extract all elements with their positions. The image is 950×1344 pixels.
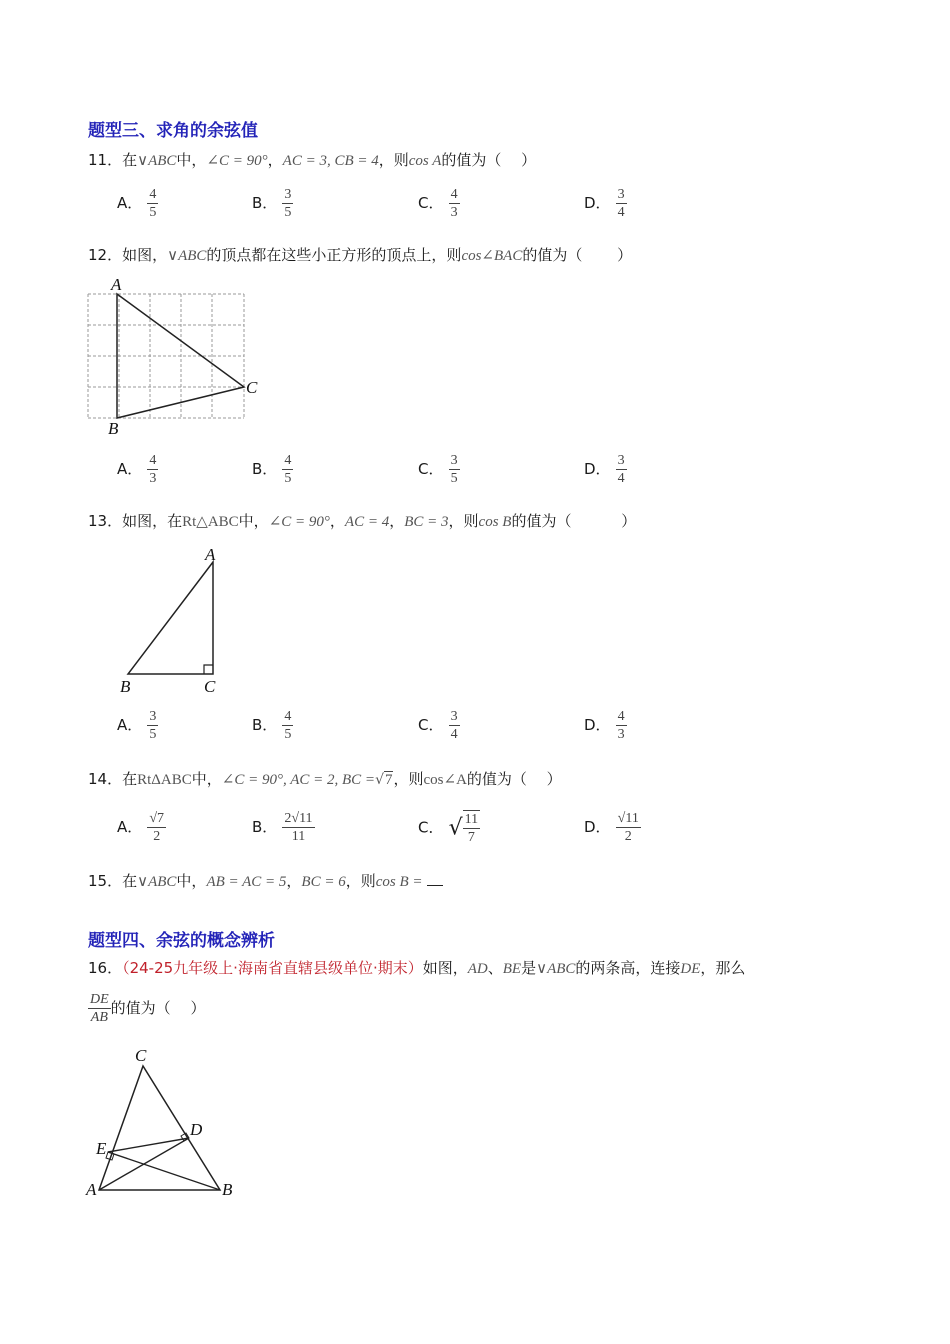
fraction: $\frac{3}{5}$ [450,453,458,486]
question-number: 11． [88,151,123,169]
vertex-label-c: C [246,378,258,397]
option-label: B． [252,194,278,212]
option-c[interactable] [418,186,460,221]
text: ，则 [345,872,376,890]
option-label: A． [117,818,143,836]
text: 的顶点都在这些小正方形的顶点上，则 [206,246,462,264]
grid-lines [88,294,244,418]
expression: cos B [478,514,512,530]
fraction-de-ab: $\frac{DE}{AB}$ [90,992,109,1025]
text: 如图， [122,246,168,264]
text: 、 [487,959,503,977]
option-b[interactable] [252,452,293,487]
section-title-3: 题型三、求角的余弦值 [88,121,258,141]
text: 的值为（ ） [511,512,637,530]
option-label: A． [117,194,143,212]
vertex-label-e: E [96,1139,107,1158]
option-label: C． [418,818,444,837]
option-label: D． [584,716,611,734]
fraction: $\frac{√7}{2}$ [149,811,165,844]
right-angle-mark [204,665,213,674]
option-c[interactable] [418,452,460,487]
option-label: A． [117,716,143,734]
vertex-label-a: A [205,545,216,564]
condition: ∠C = 90° [206,153,268,169]
option-label: D． [584,460,611,478]
condition: BC = 3 [404,514,449,530]
text: 的值为（ ） [522,246,633,264]
text: 的值为（ ） [110,999,206,1017]
condition: ∠C = 90° [268,514,330,530]
text: 的两条高，连接 [575,959,681,977]
question-13 [88,510,636,533]
triangle-symbol: ∨ABC [536,961,576,977]
option-a[interactable] [117,186,158,221]
vertex-label-c: C [204,677,216,696]
text: ， [389,512,405,530]
fraction: $\frac{3}{4}$ [450,709,458,742]
option-label: D． [584,818,611,836]
option-label: D． [584,194,611,212]
height-be [108,1152,220,1190]
option-label: C． [418,194,444,212]
option-b[interactable] [252,810,315,845]
figure-right-triangle [110,540,240,700]
segment-ad: AD [467,961,488,977]
option-label: B． [252,818,278,836]
question-16 [88,957,745,980]
option-a[interactable] [117,708,158,743]
fraction: $\frac{3}{5}$ [149,709,157,742]
option-label: B． [252,460,278,478]
text: 如图，在 [122,512,183,530]
fraction: $\frac{4}{5}$ [284,709,292,742]
section-title-4: 题型四、余弦的概念辨析 [88,931,275,951]
option-label: B． [252,716,278,734]
text: ， [267,151,283,169]
condition: AC = 3, CB = 4 [282,153,379,169]
condition: AB = AC = 5 [206,874,287,890]
vertex-label-d: D [190,1120,203,1139]
text: 中， [176,151,207,169]
text: 的值为（ ） [466,770,562,788]
fraction: $\frac{√11}{2}$ [617,811,639,844]
segment-de: DE [680,961,701,977]
triangle-symbol: ∨ABC [137,874,177,890]
question-number: 15． [88,872,123,890]
question-15 [88,870,443,893]
expression: cos∠A [423,772,467,788]
source-tag: （24-25九年级上·海南省直辖县级单位·期末） [122,959,423,977]
option-d[interactable] [584,708,627,743]
option-a[interactable] [117,810,166,845]
text: 是 [521,959,537,977]
vertex-label-a: A [111,275,122,294]
vertex-label-b: B [120,677,131,696]
text: 在 [122,872,138,890]
fraction: $\frac{4}{3}$ [617,709,625,742]
text: 的值为（ ） [441,151,537,169]
vertex-label-a: A [86,1180,97,1199]
option-b[interactable] [252,708,293,743]
fraction: $\frac{4}{5}$ [284,453,292,486]
option-label: A． [117,460,143,478]
question-number: 13． [88,512,123,530]
option-b[interactable] [252,186,293,221]
option-label: C． [418,716,444,734]
text: ， [286,872,302,890]
question-16-line2 [88,991,205,1026]
triangle-symbol: RtΔABC [137,772,192,788]
text: ， [329,512,345,530]
option-d[interactable] [584,810,641,845]
text: 如图， [422,959,468,977]
condition: ∠C = 90°, AC = 2, BC = [221,772,376,788]
text: 中， [238,512,269,530]
question-11 [88,149,536,172]
fraction: $\frac{4}{5}$ [149,187,157,220]
question-number: 16． [88,959,123,977]
fraction: $\frac{3}{4}$ [617,453,625,486]
sqrt-seven: √7 [375,772,393,788]
vertex-label-b: B [222,1180,233,1199]
fraction: $\frac{2√11}{11}$ [284,811,313,844]
triangle-symbol: ∨ABC [167,248,207,264]
text: 在 [122,151,138,169]
triangle-abc [128,562,213,674]
question-number: 14． [88,770,123,788]
text: 中， [176,872,207,890]
vertex-label-c: C [135,1046,147,1065]
triangle-symbol: ∨ABC [137,153,177,169]
option-c[interactable] [418,708,460,743]
text: 中， [191,770,222,788]
condition: BC = 6 [301,874,346,890]
expression: cos B = [375,874,423,890]
text: ，那么 [700,959,746,977]
text: ，则 [448,512,479,530]
option-a[interactable] [117,452,158,487]
question-number: 12． [88,246,123,264]
question-12 [88,244,632,267]
fraction: $\frac{4}{3}$ [149,453,157,486]
option-c[interactable]: C． √ $\frac{11}{7}$ [418,812,479,845]
figure-grid-triangle [80,272,280,442]
expression: cos A [408,153,442,169]
figure-triangle-heights [80,1040,250,1205]
fraction: $\frac{11}{7}$ [464,812,479,845]
segment-be: BE [502,961,522,977]
text: 在 [122,770,138,788]
fraction: $\frac{3}{5}$ [284,187,292,220]
text: ，则 [393,770,424,788]
triangle-symbol: Rt△ABC [182,514,239,530]
answer-blank[interactable] [427,871,443,886]
condition: AC = 4 [344,514,390,530]
expression: cos∠BAC [461,248,523,264]
text: ，则 [378,151,409,169]
fraction: $\frac{3}{4}$ [617,187,625,220]
option-label: C． [418,460,444,478]
question-14 [88,768,562,791]
fraction: $\frac{4}{3}$ [450,187,458,220]
option-d[interactable] [584,452,627,487]
option-d[interactable] [584,186,627,221]
vertex-label-b: B [108,419,119,438]
